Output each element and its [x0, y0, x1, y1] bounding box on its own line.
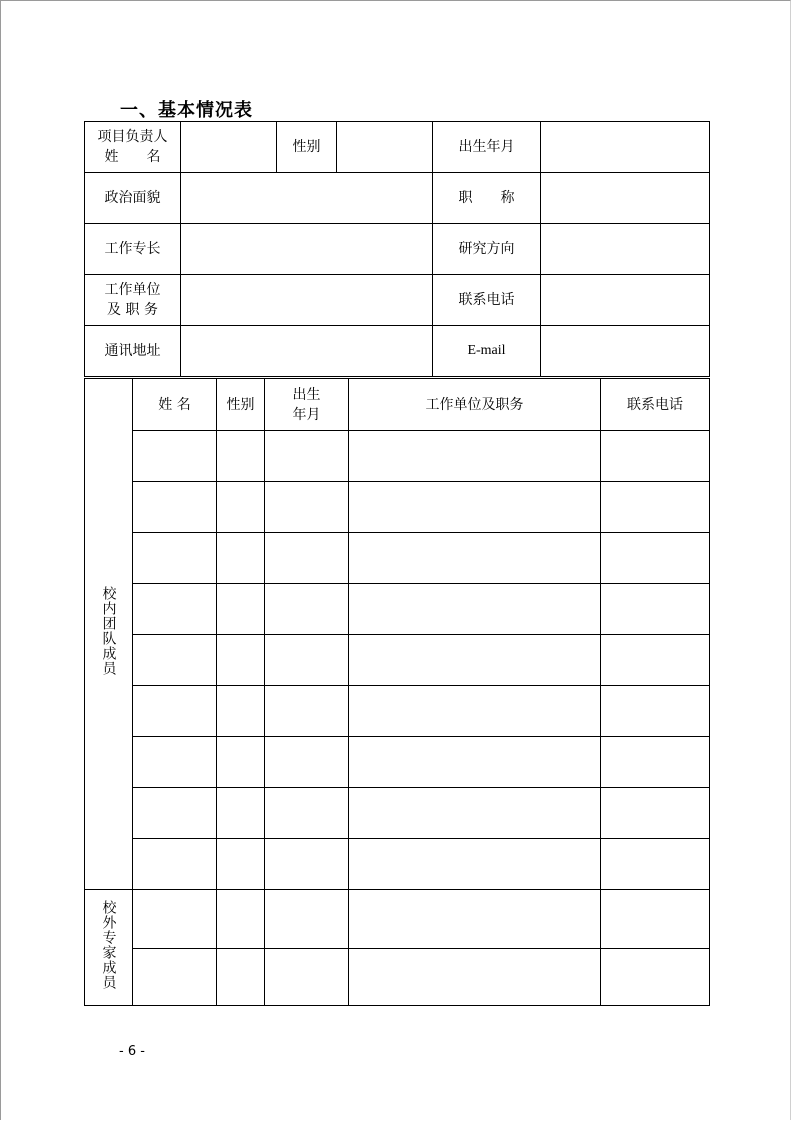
col-birth-line2: 年月 — [292, 406, 321, 423]
basic-info-table — [84, 121, 710, 377]
unit-cell[interactable] — [349, 737, 601, 788]
col-name-header: 姓 名 — [133, 379, 217, 431]
gender-cell[interactable] — [217, 949, 265, 1006]
name-cell[interactable] — [133, 482, 217, 533]
unit-cell[interactable] — [349, 635, 601, 686]
table-row — [85, 326, 710, 377]
phone-cell[interactable] — [601, 584, 710, 635]
birth-cell[interactable] — [265, 686, 349, 737]
table-header-row — [85, 379, 710, 431]
birth-cell[interactable] — [265, 788, 349, 839]
leader-label-line2: 姓 名 — [104, 149, 161, 165]
table-row — [85, 224, 710, 275]
gender-cell[interactable] — [217, 482, 265, 533]
table-row — [85, 584, 710, 635]
name-cell[interactable] — [133, 949, 217, 1006]
leader-name-label — [85, 122, 181, 173]
phone-cell[interactable] — [601, 737, 710, 788]
gender-field[interactable] — [337, 122, 433, 173]
gender-cell[interactable] — [217, 584, 265, 635]
gender-cell[interactable] — [217, 788, 265, 839]
birth-cell[interactable] — [265, 533, 349, 584]
phone-cell[interactable] — [601, 839, 710, 890]
col-gender-header: 性别 — [217, 379, 265, 431]
external-members-label — [85, 890, 133, 1006]
phone-cell[interactable] — [601, 533, 710, 584]
internal-members-text: 校内团队成员 — [100, 586, 117, 676]
gender-cell[interactable] — [217, 737, 265, 788]
gender-cell[interactable] — [217, 839, 265, 890]
birth-cell[interactable] — [265, 737, 349, 788]
leader-label-line1: 项目负责人 — [97, 129, 168, 145]
address-label: 通讯地址 — [85, 326, 181, 377]
table-row — [85, 890, 710, 949]
birth-label: 出生年月 — [433, 122, 541, 173]
name-cell[interactable] — [133, 737, 217, 788]
leader-name-field[interactable] — [181, 122, 277, 173]
unit-cell[interactable] — [349, 533, 601, 584]
phone-cell[interactable] — [601, 949, 710, 1006]
email-field[interactable] — [541, 326, 710, 377]
unit-cell[interactable] — [349, 839, 601, 890]
phone-cell[interactable] — [601, 431, 710, 482]
col-birth-line1: 出生 — [292, 386, 321, 403]
phone-cell[interactable] — [601, 686, 710, 737]
internal-members-label — [85, 379, 133, 890]
birth-cell[interactable] — [265, 839, 349, 890]
gender-label: 性别 — [277, 122, 337, 173]
name-cell[interactable] — [133, 788, 217, 839]
col-unit-header: 工作单位及职务 — [349, 379, 601, 431]
unit-cell[interactable] — [349, 431, 601, 482]
unit-cell[interactable] — [349, 949, 601, 1006]
birth-cell[interactable] — [265, 890, 349, 949]
phone-label: 联系电话 — [433, 275, 541, 326]
phone-cell[interactable] — [601, 788, 710, 839]
table-row — [85, 275, 710, 326]
title-field[interactable] — [541, 173, 710, 224]
section-title: 一、基本情况表 — [120, 100, 253, 121]
birth-field[interactable] — [541, 122, 710, 173]
table-row — [85, 737, 710, 788]
address-field[interactable] — [181, 326, 433, 377]
unit-label — [85, 275, 181, 326]
unit-field[interactable] — [181, 275, 433, 326]
col-birth-header — [265, 379, 349, 431]
phone-cell[interactable] — [601, 890, 710, 949]
birth-cell[interactable] — [265, 584, 349, 635]
unit-cell[interactable] — [349, 482, 601, 533]
birth-cell[interactable] — [265, 431, 349, 482]
birth-cell[interactable] — [265, 635, 349, 686]
table-row — [85, 482, 710, 533]
unit-cell[interactable] — [349, 584, 601, 635]
table-row — [85, 635, 710, 686]
table-row — [85, 122, 710, 173]
unit-cell[interactable] — [349, 890, 601, 949]
gender-cell[interactable] — [217, 686, 265, 737]
table-row — [85, 686, 710, 737]
col-phone-header: 联系电话 — [601, 379, 710, 431]
birth-cell[interactable] — [265, 949, 349, 1006]
email-label: E-mail — [433, 326, 541, 377]
research-label: 研究方向 — [433, 224, 541, 275]
politics-field[interactable] — [181, 173, 433, 224]
research-field[interactable] — [541, 224, 710, 275]
gender-cell[interactable] — [217, 635, 265, 686]
name-cell[interactable] — [133, 584, 217, 635]
phone-cell[interactable] — [601, 635, 710, 686]
phone-field[interactable] — [541, 275, 710, 326]
table-row — [85, 533, 710, 584]
name-cell[interactable] — [133, 839, 217, 890]
table-row — [85, 788, 710, 839]
table-row — [85, 839, 710, 890]
name-cell[interactable] — [133, 635, 217, 686]
external-members-text: 校外专家成员 — [100, 899, 117, 990]
birth-cell[interactable] — [265, 482, 349, 533]
name-cell[interactable] — [133, 686, 217, 737]
unit-cell[interactable] — [349, 788, 601, 839]
gender-cell[interactable] — [217, 431, 265, 482]
gender-cell[interactable] — [217, 533, 265, 584]
name-cell[interactable] — [133, 431, 217, 482]
specialty-label: 工作专长 — [85, 224, 181, 275]
unit-label-line1: 工作单位 — [104, 282, 161, 298]
phone-cell[interactable] — [601, 482, 710, 533]
table-row — [85, 431, 710, 482]
name-cell[interactable] — [133, 533, 217, 584]
table-row — [85, 949, 710, 1006]
table-row — [85, 173, 710, 224]
specialty-field[interactable] — [181, 224, 433, 275]
team-members-table — [84, 378, 710, 1006]
unit-cell[interactable] — [349, 686, 601, 737]
unit-label-line2: 及 职 务 — [107, 302, 158, 318]
page-number: - 6 - — [119, 1044, 145, 1059]
politics-label: 政治面貌 — [85, 173, 181, 224]
title-label: 职 称 — [433, 173, 541, 224]
gender-cell[interactable] — [217, 890, 265, 949]
name-cell[interactable] — [133, 890, 217, 949]
